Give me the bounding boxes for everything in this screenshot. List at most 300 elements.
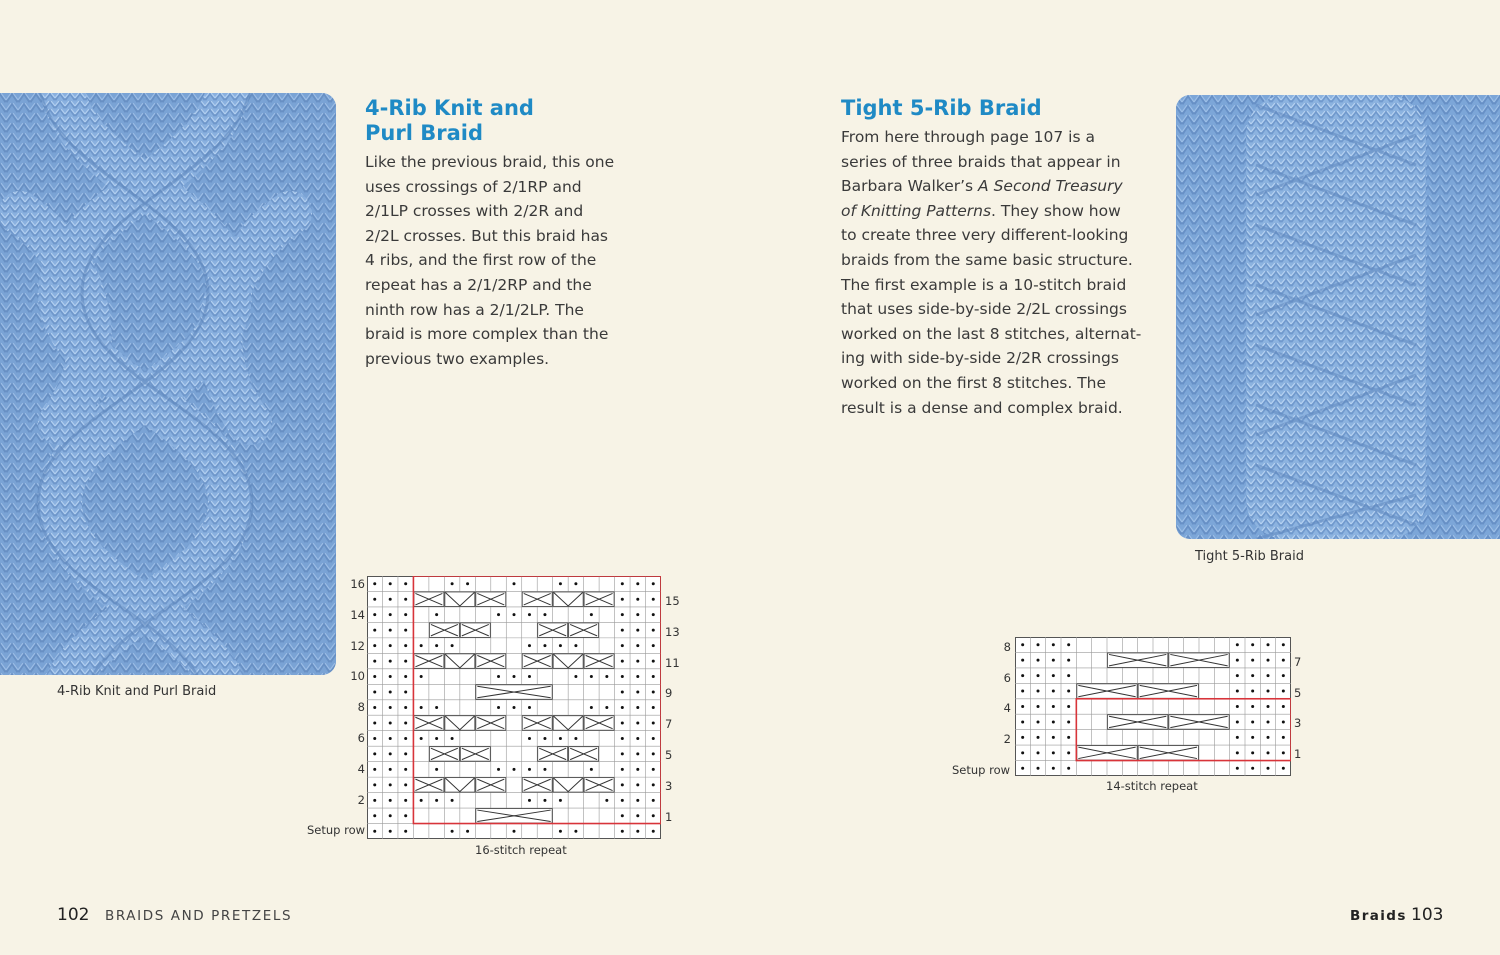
right-chart-odd-row-label: 1 [1294,746,1302,761]
purl-dot [1037,720,1040,723]
purl-dot [1267,705,1270,708]
purl-dot [1052,736,1055,739]
left-chart-even-row-label: 14 [350,607,365,622]
purl-dot [1052,690,1055,693]
left-page-number: 102 [57,905,90,925]
purl-dot [1236,705,1239,708]
purl-dot [652,768,655,771]
purl-dot [621,752,624,755]
purl-dot [373,814,376,817]
left-chart-even-row-label: 10 [350,669,365,684]
purl-dot [1021,674,1024,677]
purl-dot [404,582,407,585]
left-photo-caption: 4-Rib Knit and Purl Braid [57,684,217,699]
purl-dot [389,799,392,802]
right-paragraph-line [841,371,1141,396]
purl-dot [621,721,624,724]
purl-dot [636,752,639,755]
purl-dot [621,598,624,601]
purl-dot [1282,643,1285,646]
purl-dot [1251,643,1254,646]
purl-dot [1267,659,1270,662]
purl-dot [652,799,655,802]
purl-dot [1267,720,1270,723]
purl-dot [404,830,407,833]
purl-dot [1267,767,1270,770]
purl-dot [404,660,407,663]
left-chart-even-row-label: 6 [357,731,365,745]
purl-dot [373,830,376,833]
left-paragraph-line: 2/2L crosses. But this braid has [365,226,609,245]
right-chart-even-row-label: 8 [1003,640,1011,654]
purl-dot [636,675,639,678]
purl-dot [636,768,639,771]
left-braid-photo [0,93,336,675]
purl-dot [1067,736,1070,739]
purl-dot [1282,659,1285,662]
book-title-italic: of Knitting Patterns [841,201,992,220]
purl-dot [1236,736,1239,739]
purl-dot [497,613,500,616]
purl-dot [435,613,438,616]
purl-dot [652,783,655,786]
purl-dot [1037,767,1040,770]
purl-dot [621,783,624,786]
left-chart-repeat-label: 16-stitch repeat [475,843,567,857]
cable-symbol-box [445,654,475,668]
purl-dot [451,799,454,802]
purl-dot [389,768,392,771]
purl-dot [1236,659,1239,662]
purl-dot [621,814,624,817]
purl-dot [373,598,376,601]
paragraph-text: braids from the same basic structure. [841,250,1133,269]
purl-dot [1236,720,1239,723]
purl-dot [528,737,531,740]
left-chart-setup-label: Setup row [307,823,366,837]
purl-dot [636,799,639,802]
paragraph-text: to create three very different-looking [841,226,1129,245]
purl-dot [1037,643,1040,646]
purl-dot [435,768,438,771]
left-paragraph [365,150,614,371]
right-chart-repeat-label: 14-stitch repeat [1106,779,1198,793]
left-heading-line-2: Purl Braid [365,121,483,145]
purl-dot [1021,720,1024,723]
purl-dot [1282,690,1285,693]
purl-dot [513,830,516,833]
purl-dot [389,691,392,694]
purl-dot [389,830,392,833]
purl-dot [528,799,531,802]
purl-dot [404,737,407,740]
purl-dot [404,629,407,632]
purl-dot [636,706,639,709]
purl-dot [652,660,655,663]
purl-dot [1282,751,1285,754]
right-stitch-chart-grid [1015,637,1291,776]
purl-dot [621,629,624,632]
purl-dot [652,830,655,833]
purl-dot [1282,767,1285,770]
purl-dot [590,675,593,678]
purl-dot [652,613,655,616]
purl-dot [404,613,407,616]
purl-dot [373,582,376,585]
purl-dot [1236,674,1239,677]
purl-dot [1236,643,1239,646]
purl-dot [543,799,546,802]
paragraph-text: result is a dense and complex braid. [841,398,1123,417]
purl-dot [590,768,593,771]
purl-dot [389,675,392,678]
purl-dot [1282,674,1285,677]
purl-dot [435,799,438,802]
left-stitch-chart [367,576,661,839]
purl-dot [636,691,639,694]
purl-dot [605,799,608,802]
right-chart-even-row-label: 4 [1003,701,1011,716]
purl-dot [513,768,516,771]
purl-dot [1037,659,1040,662]
purl-dot [497,768,500,771]
purl-dot [652,675,655,678]
left-chart-even-row-label: 16 [350,577,365,591]
purl-dot [1037,705,1040,708]
paragraph-text: From here through page 107 is a [841,128,1095,146]
cable-symbol-box [553,592,583,606]
purl-dot [1067,720,1070,723]
purl-dot [389,737,392,740]
purl-dot [389,706,392,709]
purl-dot [389,582,392,585]
right-heading: Tight 5-Rib Braid [841,96,1042,120]
purl-dot [404,644,407,647]
purl-dot [373,629,376,632]
right-paragraph-line [841,273,1141,298]
purl-dot [451,737,454,740]
purl-dot [466,582,469,585]
purl-dot [1052,767,1055,770]
purl-dot [652,737,655,740]
purl-dot [1021,751,1024,754]
purl-dot [435,644,438,647]
purl-dot [513,582,516,585]
purl-dot [404,768,407,771]
purl-dot [636,721,639,724]
left-heading-line-1: 4-Rib Knit and [365,96,534,120]
purl-dot [621,706,624,709]
left-paragraph-line: braid is more complex than the [365,325,609,344]
purl-dot [373,768,376,771]
purl-dot [621,613,624,616]
purl-dot [373,675,376,678]
right-braid-photo [1176,95,1500,539]
purl-dot [389,752,392,755]
purl-dot [1282,736,1285,739]
left-chart-odd-row-label: 7 [665,717,673,732]
purl-dot [621,675,624,678]
purl-dot [528,644,531,647]
purl-dot [528,768,531,771]
paragraph-text: series of three braids that appear in [841,152,1121,171]
purl-dot [389,598,392,601]
purl-dot [652,721,655,724]
purl-dot [621,644,624,647]
purl-dot [1021,643,1024,646]
right-chart-odd-row-label: 7 [1294,655,1302,669]
purl-dot [404,691,407,694]
left-chart-odd-row-label: 13 [665,624,680,639]
purl-dot [1267,643,1270,646]
paragraph-text: ing with side-by-side 2/2R crossings [841,349,1119,368]
purl-dot [543,737,546,740]
left-chart-odd-row-label: 11 [665,655,680,670]
right-paragraph-line [841,396,1141,421]
purl-dot [373,737,376,740]
purl-dot [652,598,655,601]
purl-dot [652,629,655,632]
right-chart-even-row-label: 2 [1003,731,1011,746]
purl-dot [559,737,562,740]
left-chart-even-row-label: 8 [357,700,365,715]
purl-dot [1267,736,1270,739]
right-paragraph-line [841,174,1141,199]
purl-dot [373,691,376,694]
purl-dot [652,814,655,817]
purl-dot [1067,643,1070,646]
purl-dot [389,629,392,632]
purl-dot [652,644,655,647]
purl-dot [621,691,624,694]
cable-symbol-box [445,716,475,730]
right-paragraph-line [841,199,1141,224]
purl-dot [1251,674,1254,677]
purl-dot [1251,720,1254,723]
purl-dot [513,675,516,678]
left-paragraph-line: uses crossings of 2/1RP and [365,177,582,196]
purl-dot [621,660,624,663]
purl-dot [652,706,655,709]
cable-symbol-box [553,654,583,668]
purl-dot [621,799,624,802]
paragraph-text: The first example is a 10-stitch braid [841,275,1127,294]
paragraph-text: that uses side-by-side 2/2L crossings [841,300,1127,319]
purl-dot [404,675,407,678]
purl-dot [636,613,639,616]
purl-dot [451,582,454,585]
purl-dot [373,752,376,755]
purl-dot [559,582,562,585]
purl-dot [1067,659,1070,662]
left-chart-odd-row-label: 5 [665,748,673,762]
purl-dot [389,613,392,616]
purl-dot [451,644,454,647]
purl-dot [389,721,392,724]
left-running-head: BRAIDS AND PRETZELS [105,908,293,924]
purl-dot [1021,736,1024,739]
right-chart-even-row-label: 6 [1003,670,1011,685]
purl-dot [621,582,624,585]
purl-dot [574,737,577,740]
purl-dot [605,706,608,709]
purl-dot [373,706,376,709]
left-braid-illustration [0,93,336,675]
right-paragraph-line [841,150,1141,175]
right-photo-caption: Tight 5-Rib Braid [1195,549,1304,564]
right-paragraph-line [841,322,1141,347]
purl-dot [1052,705,1055,708]
purl-dot [1021,705,1024,708]
purl-dot [1267,751,1270,754]
purl-dot [404,721,407,724]
paragraph-text: worked on the first 8 stitches. The [841,373,1107,392]
purl-dot [543,768,546,771]
purl-dot [528,706,531,709]
right-paragraph-line [841,248,1141,273]
purl-dot [652,582,655,585]
left-chart-odd-row-label: 1 [665,809,673,824]
purl-dot [373,721,376,724]
purl-dot [1052,674,1055,677]
purl-dot [1251,659,1254,662]
left-chart-odd-row-label: 3 [665,778,673,793]
cable-symbol-box [553,778,583,792]
purl-dot [636,598,639,601]
purl-dot [373,799,376,802]
purl-dot [559,830,562,833]
purl-dot [1037,751,1040,754]
purl-dot [435,706,438,709]
purl-dot [389,644,392,647]
purl-dot [1236,767,1239,770]
purl-dot [1251,767,1254,770]
left-chart-even-row-label: 4 [357,761,365,776]
left-heading [365,96,534,146]
purl-dot [1037,674,1040,677]
purl-dot [1067,690,1070,693]
purl-dot [1052,659,1055,662]
purl-dot [1037,736,1040,739]
purl-dot [420,644,423,647]
purl-dot [1251,736,1254,739]
purl-dot [559,644,562,647]
right-running-head: Braids [1350,908,1407,924]
left-paragraph-line: ninth row has a 2/1/2LP. The [365,300,584,319]
purl-dot [373,613,376,616]
purl-dot [513,706,516,709]
right-paragraph-line [841,297,1141,322]
cable-symbol-box [445,592,475,606]
purl-dot [1067,705,1070,708]
purl-dot [420,799,423,802]
purl-dot [1236,751,1239,754]
purl-dot [636,814,639,817]
purl-dot [636,783,639,786]
purl-dot [373,783,376,786]
left-chart-odd-row-label: 9 [665,686,673,701]
purl-dot [590,706,593,709]
left-chart-even-row-label: 2 [357,792,365,807]
purl-dot [1236,690,1239,693]
purl-dot [574,582,577,585]
purl-dot [1282,705,1285,708]
purl-dot [1067,674,1070,677]
cable-symbol-box [553,716,583,730]
left-stitch-chart-grid [367,576,661,839]
purl-dot [543,644,546,647]
purl-dot [1267,690,1270,693]
right-chart-odd-row-label: 3 [1294,716,1302,731]
purl-dot [528,613,531,616]
purl-dot [636,737,639,740]
right-braid-illustration [1176,95,1500,539]
right-paragraph-line [841,125,1141,150]
purl-dot [574,830,577,833]
left-paragraph-line: previous two examples. [365,349,550,368]
purl-dot [1251,705,1254,708]
left-paragraph-line: Like the previous braid, this one [365,153,615,171]
purl-dot [528,675,531,678]
purl-dot [1282,720,1285,723]
purl-dot [1052,720,1055,723]
paragraph-text: worked on the last 8 stitches, alternat- [841,324,1142,343]
purl-dot [404,706,407,709]
right-paragraph-line [841,223,1141,248]
purl-dot [543,613,546,616]
cable-symbol-box [445,778,475,792]
purl-dot [435,737,438,740]
right-page-number: 103 [1411,905,1444,925]
paragraph-text: Barbara Walker’s [841,177,979,196]
purl-dot [466,830,469,833]
purl-dot [373,644,376,647]
purl-dot [1052,751,1055,754]
purl-dot [1052,643,1055,646]
purl-dot [621,830,624,833]
purl-dot [389,814,392,817]
purl-dot [636,644,639,647]
purl-dot [1067,767,1070,770]
book-title-italic: A Second Treasury [978,177,1123,196]
purl-dot [1267,674,1270,677]
right-chart-setup-label: Setup row [952,763,1011,777]
purl-dot [621,737,624,740]
purl-dot [652,691,655,694]
purl-dot [636,582,639,585]
left-chart-odd-row-label: 15 [665,594,680,608]
purl-dot [1251,690,1254,693]
right-chart-odd-row-label: 5 [1294,685,1302,700]
left-paragraph-line: 4 ribs, and the first row of the [365,251,597,270]
right-paragraph-line [841,346,1141,371]
purl-dot [404,752,407,755]
purl-dot [404,598,407,601]
purl-dot [1037,690,1040,693]
purl-dot [590,613,593,616]
purl-dot [404,799,407,802]
purl-dot [574,644,577,647]
purl-dot [559,799,562,802]
left-paragraph-line: repeat has a 2/1/2RP and the [365,275,592,294]
purl-dot [420,706,423,709]
purl-dot [636,629,639,632]
purl-dot [1021,690,1024,693]
purl-dot [389,660,392,663]
purl-dot [451,830,454,833]
purl-dot [513,613,516,616]
purl-dot [404,783,407,786]
